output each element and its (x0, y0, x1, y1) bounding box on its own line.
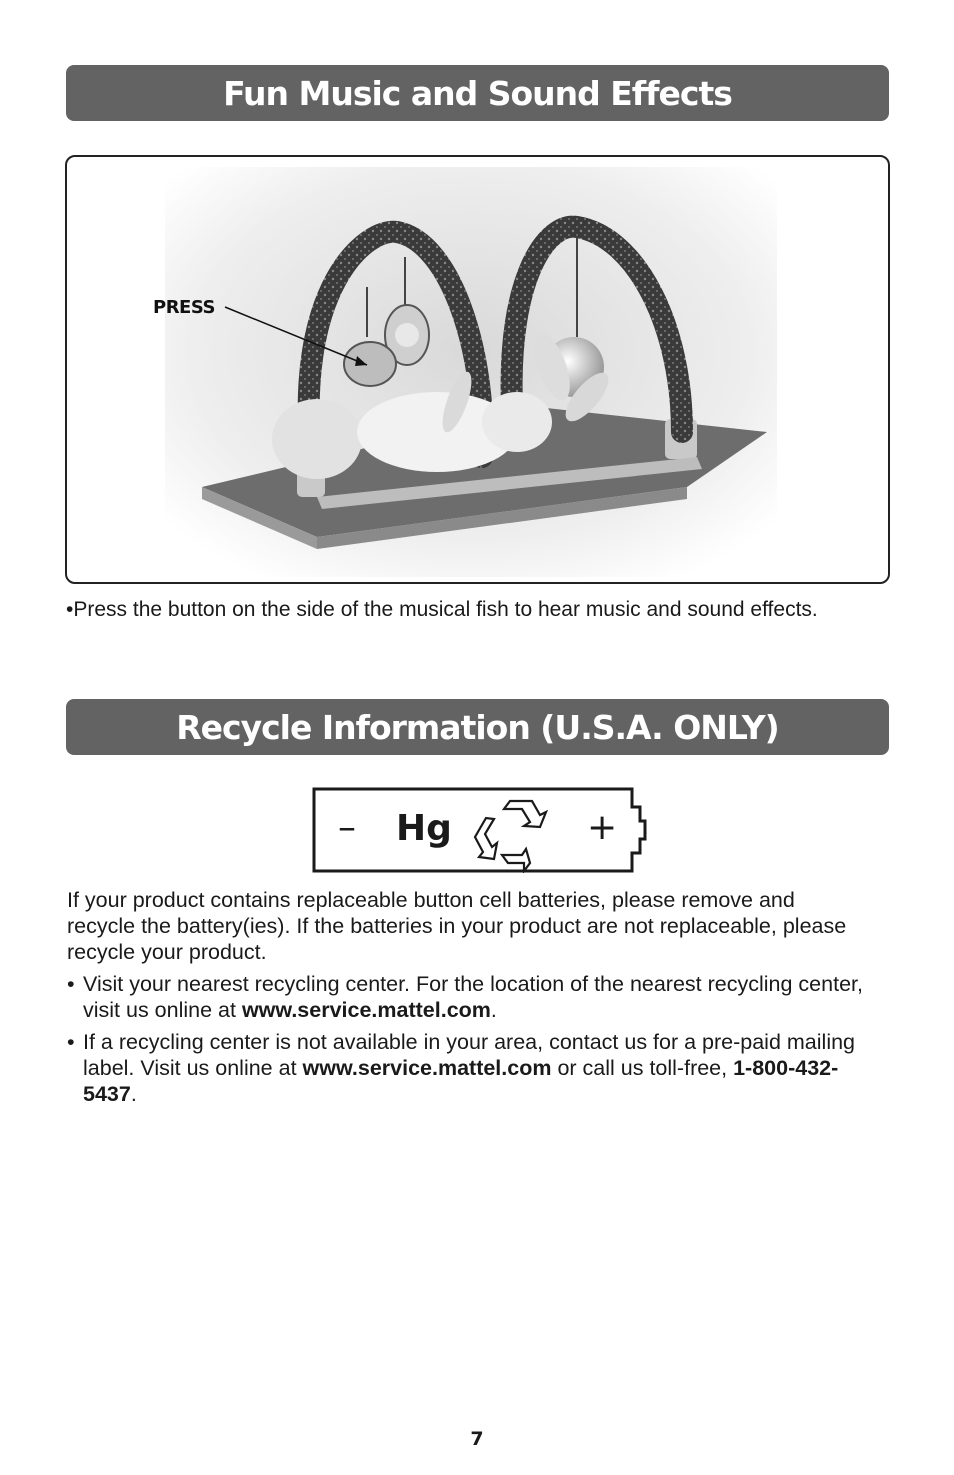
bullet-mark: • (67, 1030, 75, 1054)
product-photo (65, 155, 890, 584)
baby-gym-illustration (67, 157, 888, 582)
bullet-text: Visit your nearest recycling center. For the location of the nearest recycling center, visit us online at (83, 972, 863, 1022)
recycle-bullet-1 (67, 971, 867, 1023)
bullet-text-end: . (490, 998, 497, 1022)
recycle-intro: If your product contains replaceable button cell batteries, please remove and recycle the battery(ies). If the batteries in your product are not replaceable, please recycle your product. (67, 888, 847, 964)
section-title-music (66, 65, 889, 121)
battery-recycle-symbol (312, 787, 647, 873)
recycle-bullet-2 (67, 1029, 867, 1107)
section-title-music-text: Fun Music and Sound Effects (223, 73, 732, 113)
page-number: 7 (470, 1428, 484, 1450)
bullet-mark: • (67, 972, 75, 996)
bullet-text-middle: or call us toll-free, (551, 1056, 734, 1080)
recycle-body (67, 887, 867, 1113)
service-link[interactable]: www.service.mattel.com (302, 1056, 552, 1080)
battery-hg-label: Hg (396, 808, 452, 849)
bullet-mark: • (66, 598, 74, 621)
phone-number[interactable]: 1-800-432-5437 (83, 1056, 839, 1106)
service-link[interactable]: www.service.mattel.com (241, 998, 491, 1022)
section-title-recycle-text: Recycle Information (U.S.A. ONLY) (176, 707, 779, 747)
music-instruction-text: Press the button on the side of the musical fish to hear music and sound effects. (73, 598, 818, 621)
battery-plus: + (587, 807, 618, 848)
section-title-recycle (66, 699, 889, 755)
battery-minus: – (338, 807, 356, 848)
bullet-text: If a recycling center is not available in your area, contact us for a pre-paid mailing label. Visit us online at (83, 1030, 856, 1080)
music-instruction (66, 596, 926, 624)
bullet-text-end: . (130, 1082, 137, 1106)
press-callout-label: PRESS (153, 297, 215, 318)
